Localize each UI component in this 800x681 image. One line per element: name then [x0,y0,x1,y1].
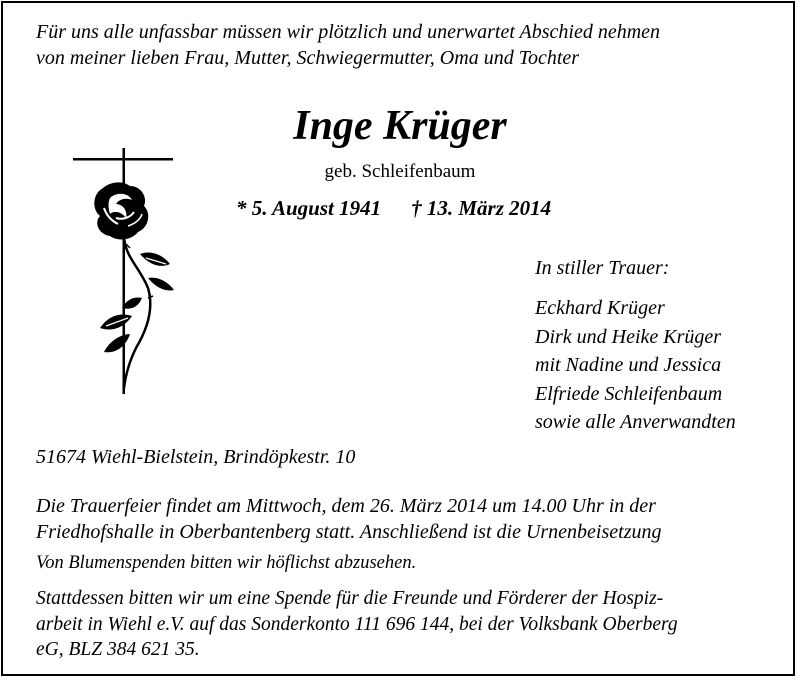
birth-name: geb. Schleifenbaum [324,161,476,182]
mourner-item: sowie alle Anverwandten [535,411,736,433]
death-date: † 13. März 2014 [411,196,552,220]
mourner-item: mit Nadine und Jessica [535,354,722,376]
flowers-note: Von Blumenspenden bitten wir höflichst abzusehen. [36,553,417,573]
mourning-label: In stiller Trauer: [535,257,670,279]
ceremony-line-2: Friedhofshalle in Oberbantenberg statt. Anschließend ist die Urnenbeisetzung [36,521,662,543]
intro-text [36,19,660,71]
birth-date: * 5. August 1941 [236,196,382,220]
mourner-item: Dirk und Heike Krüger [535,325,722,348]
donation-line-3: eG, BLZ 384 621 35. [36,639,200,660]
mourner-item: Eckhard Krüger [535,297,665,319]
life-dates [236,194,551,222]
ceremony-text [36,493,661,545]
intro-line-2: von meiner lieben Frau, Mutter, Schwiegermutter, Oma und Tochter [36,47,580,69]
rose-icon [94,182,174,388]
donation-line-1: Stattdessen bitten wir um eine Spende für die Freunde und Förderer der Hospiz- [36,588,664,609]
mourners-list [535,294,736,437]
family-address: 51674 Wiehl-Bielstein, Brindöpkestr. 10 [36,446,356,468]
donation-line-2: arbeit in Wiehl e.V. auf das Sonderkonto 111 696 144, bei der Volksbank Oberberg [36,613,678,635]
mourner-item: Elfriede Schleifenbaum [535,382,723,405]
intro-line-1: Für uns alle unfassbar müssen wir plötzlich und unerwartet Abschied nehmen [36,21,661,43]
donation-text [36,586,678,663]
ceremony-line-1: Die Trauerfeier findet am Mittwoch, dem 26. März 2014 um 14.00 Uhr in der [36,495,656,517]
deceased-name: Inge Krüger [293,103,507,149]
cross-icon [70,148,180,396]
